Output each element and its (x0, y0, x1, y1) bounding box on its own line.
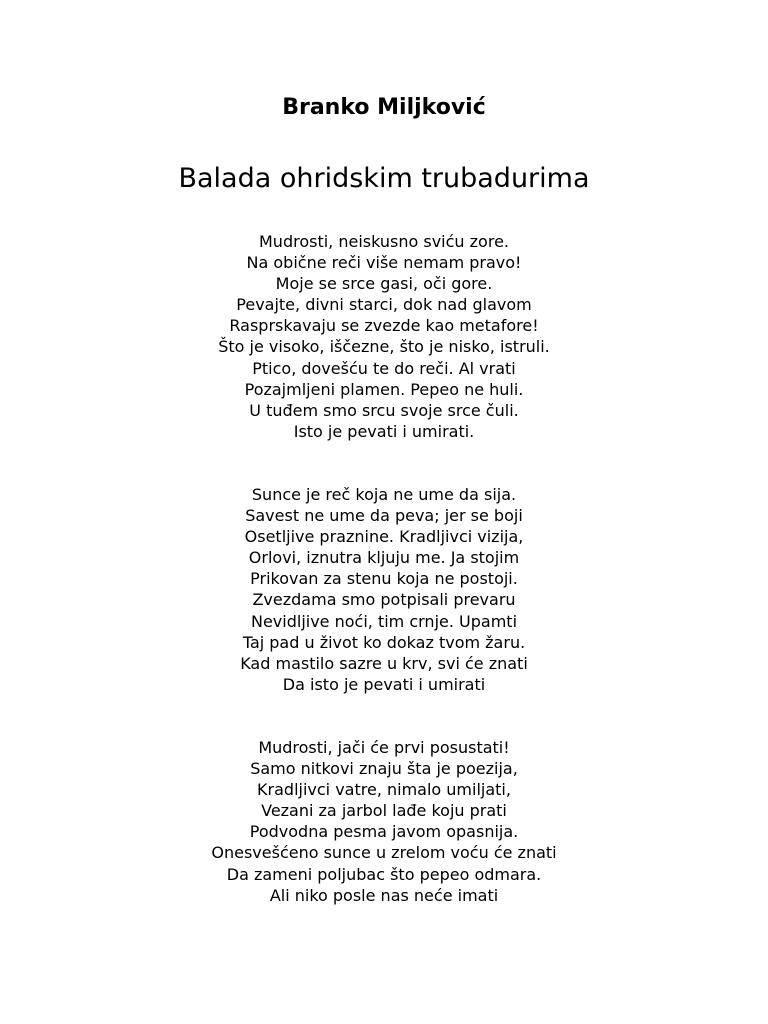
verse-line: Isto je pevati i umirati. (293, 421, 475, 441)
verse-line: Onesvešćeno sunce u zrelom voću će znati (211, 843, 557, 863)
verse-line: Mudrosti, jači će prvi posustati! (258, 738, 510, 757)
verse-line: Kradljivci vatre, nimalo umiljati, (257, 780, 511, 800)
verse-line: Vezani za jarbol lađe koju prati (261, 801, 507, 821)
verse-line: Osetljive praznine. Kradljivci vizija, (244, 527, 524, 547)
stanza-3 (0, 737, 768, 906)
verse-line: Ptico, dovešću te do reči. Al vrati (252, 358, 516, 378)
verse-line: Rasprskavaju se zvezde kao metafore! (229, 316, 539, 336)
poem-title: Balada ohridskim trubadurima (178, 163, 590, 194)
verse-line: Samo nitkovi znaju šta je poezija, (250, 759, 518, 779)
verse-line: U tuđem smo srcu svoje srce čuli. (249, 400, 519, 420)
verse-line: Mudrosti, neiskusno sviću zore. (259, 232, 509, 251)
verse-line: Sunce je reč koja ne ume da sija. (251, 485, 517, 504)
verse-line: Ali niko posle nas neće imati (269, 885, 499, 905)
verse-line: Što je visoko, iščezne, što je nisko, istruli. (218, 337, 550, 357)
verse-line: Pevajte, divni starci, dok nad glavom (236, 295, 532, 315)
verse-line: Zvezdama smo potpisali prevaru (252, 590, 516, 610)
verse-line: Podvodna pesma javom opasnija. (249, 822, 519, 842)
verse-line: Pozajmljeni plamen. Pepeo ne huli. (244, 379, 524, 399)
verse-line: Da isto je pevati i umirati (282, 674, 486, 694)
verse-line: Taj pad u život ko dokaz tvom žaru. (242, 632, 526, 652)
verse-line: Savest ne ume da peva; jer se boji (245, 506, 523, 526)
verse-line: Moje se srce gasi, oči gore. (275, 274, 493, 294)
verse-line: Prikovan za stenu koja ne postoji. (250, 569, 518, 589)
verse-line: Orlovi, iznutra kljuju me. Ja stojim (248, 548, 520, 568)
verse-line: Na obične reči više nemam pravo! (246, 253, 522, 273)
verse-line: Nevidljive noći, tim crnje. Upamti (250, 611, 518, 631)
verse-line: Kad mastilo sazre u krv, svi će znati (240, 653, 528, 673)
verse-line: Da zameni poljubac što pepeo odmara. (226, 864, 542, 884)
author-name: Branko Miljković (282, 95, 486, 120)
stanza-1 (0, 231, 768, 442)
stanza-2 (0, 484, 768, 695)
